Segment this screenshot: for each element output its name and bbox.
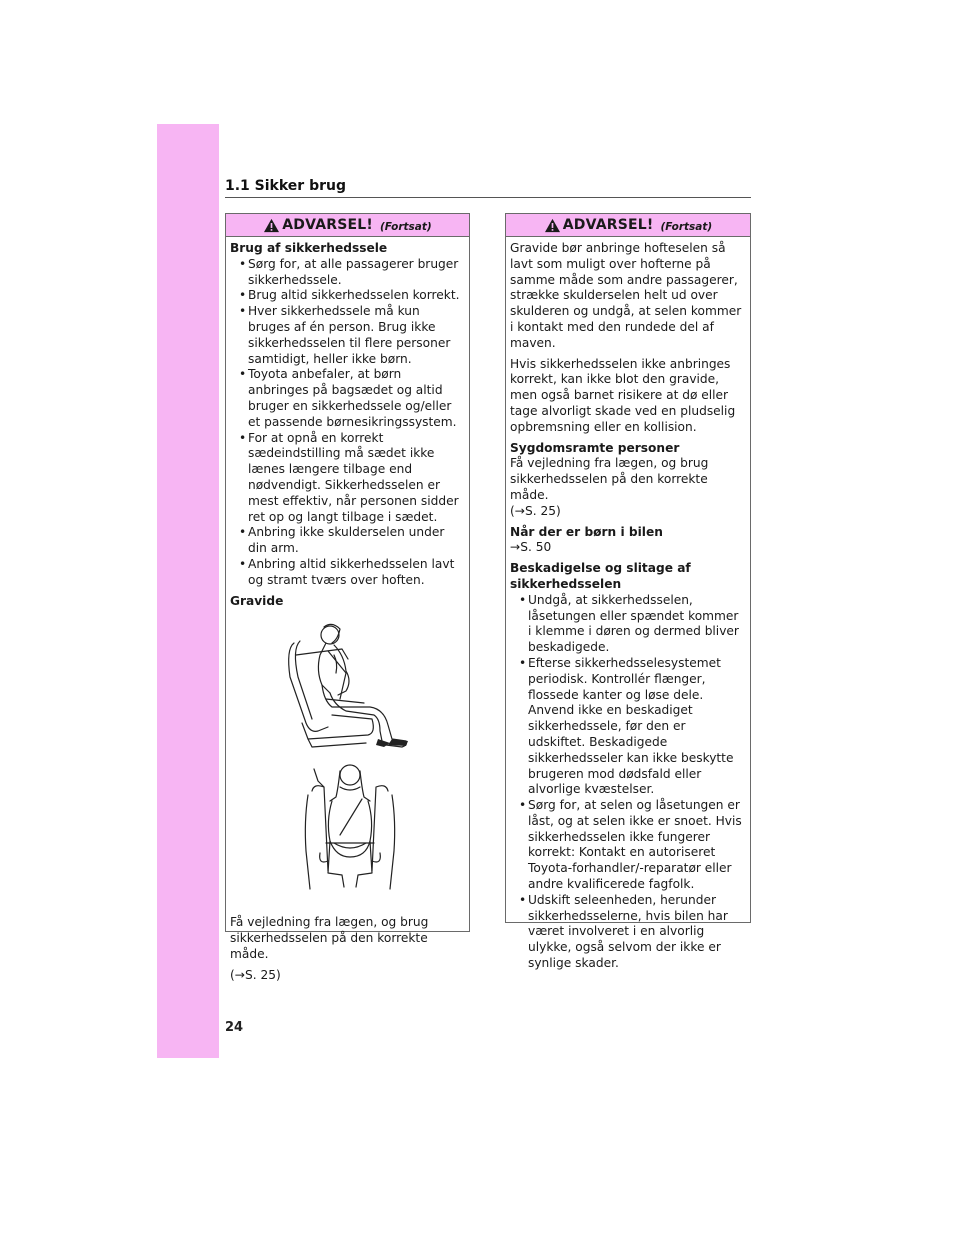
list-item: • For at opnå en korrekt sædeindstilling må sædet ikke lænes længere tilbage end nødvendigt. Sikkerhedsselen er mest effektiv, når personen sidder ret op og langt tilbage i sædet. — [230, 431, 463, 526]
bullet-list-damage — [510, 593, 744, 972]
heading-damage: Beskadigelse og slitage af sikkerhedsselen — [510, 561, 691, 591]
page-reference: →S. 50 — [510, 540, 552, 555]
page-reference: (→S. 25) — [230, 967, 281, 982]
warning-box-right — [505, 213, 751, 971]
list-item: • Toyota anbefaler, at børn anbringes på bagsædet og altid bruger en sikkerhedssele og/eller et passende børnesikringssystem. — [230, 367, 463, 430]
warning-body — [226, 237, 469, 992]
pregnant-seated-side-illustration — [272, 615, 432, 755]
list-item: • Anbring ikke skulderselen under din arm. — [230, 525, 463, 557]
list-item: • Sørg for, at alle passagerer bruger sikkerhedssele. — [230, 257, 463, 289]
sick-advice-text: Få vejledning fra lægen, og brug sikkerhedsselen på den korrekte måde. — [510, 456, 709, 502]
side-color-strip — [157, 124, 219, 1058]
bullet-list-seatbelt — [230, 257, 463, 589]
warning-body — [506, 237, 750, 980]
warning-subtitle: (Fortsat) — [660, 221, 713, 233]
list-item: • Brug altid sikkerhedsselen korrekt. — [230, 288, 463, 304]
warning-box-left — [225, 213, 470, 982]
warning-triangle-icon — [263, 218, 280, 233]
pregnant-belt-text: Gravide bør anbringe hofteselen så lavt som muligt over hofterne på samme måde som andre passagerer, strække skulderselen helt ud over skulderen og undgå, at selen kommer i kontakt med den rundede del af maven. — [510, 241, 742, 350]
warning-subtitle: (Fortsat) — [379, 221, 432, 233]
risk-text: Hvis sikkerhedsselen ikke anbringes korrekt, kan ikke blot den gravide, men også barnet risikere at dø eller tage alvorligt skade ved en pludselig opbremsning eller en kollision. — [510, 356, 736, 434]
list-item: • Hver sikkerhedssele må kun bruges af én person. Brug ikke sikkerhedsselen til flere personer samtidigt, heller ikke børn. — [230, 304, 463, 367]
list-item: • Udskift seleenheden, herunder sikkerhedsselerne, hvis bilen har været involveret i en alvorlig ulykke, også selvom der ikke er synlige skader. — [510, 893, 744, 972]
warning-title: ADVARSEL! — [282, 217, 373, 233]
list-item: • Efterse sikkerhedsselesystemet periodisk. Kontrollér flænger, flossede kanter og løse dele. Anvend ikke en beskadiget sikkerhedssele, før den er udskiftet. Beskadigede sikkerhedsseler kan ikke beskytte brugeren mod dødsfald eller alvorlige kvæstelser. — [510, 656, 744, 798]
warning-title: ADVARSEL! — [562, 217, 654, 233]
list-item: • Sørg for, at selen og låsetungen er låst, og at selen ikke er snoet. Hvis sikkerhedsselen ikke fungerer korrekt: Kontakt en autoriseret Toyota-forhandler/-reparatør eller andre kvalificerede fagfolk. — [510, 798, 744, 893]
list-item: • Anbring altid sikkerhedsselen lavt og stramt tværs over hoften. — [230, 557, 463, 589]
page-reference: (→S. 25) — [510, 503, 561, 518]
heading-sick-persons: Sygdomsramte personer — [510, 440, 680, 455]
page-number: 24 — [225, 1020, 244, 1035]
heading-children: Når der er børn i bilen — [510, 524, 663, 539]
heading-seatbelt-use: Brug af sikkerhedssele — [230, 241, 388, 255]
heading-pregnant: Gravide — [230, 593, 284, 608]
section-header: 1.1 Sikker brug — [225, 178, 751, 198]
list-item: • Undgå, at sikkerhedsselen, låsetungen eller spændet kommer i klemme i døren og dermed bliver beskadigede. — [510, 593, 744, 656]
warning-header — [506, 214, 750, 237]
pregnant-seated-front-illustration — [300, 761, 400, 893]
pregnant-advice-text: Få vejledning fra lægen, og brug sikkerhedsselen på den korrekte måde. — [230, 915, 429, 961]
warning-triangle-icon — [544, 218, 561, 233]
warning-header — [226, 214, 469, 237]
